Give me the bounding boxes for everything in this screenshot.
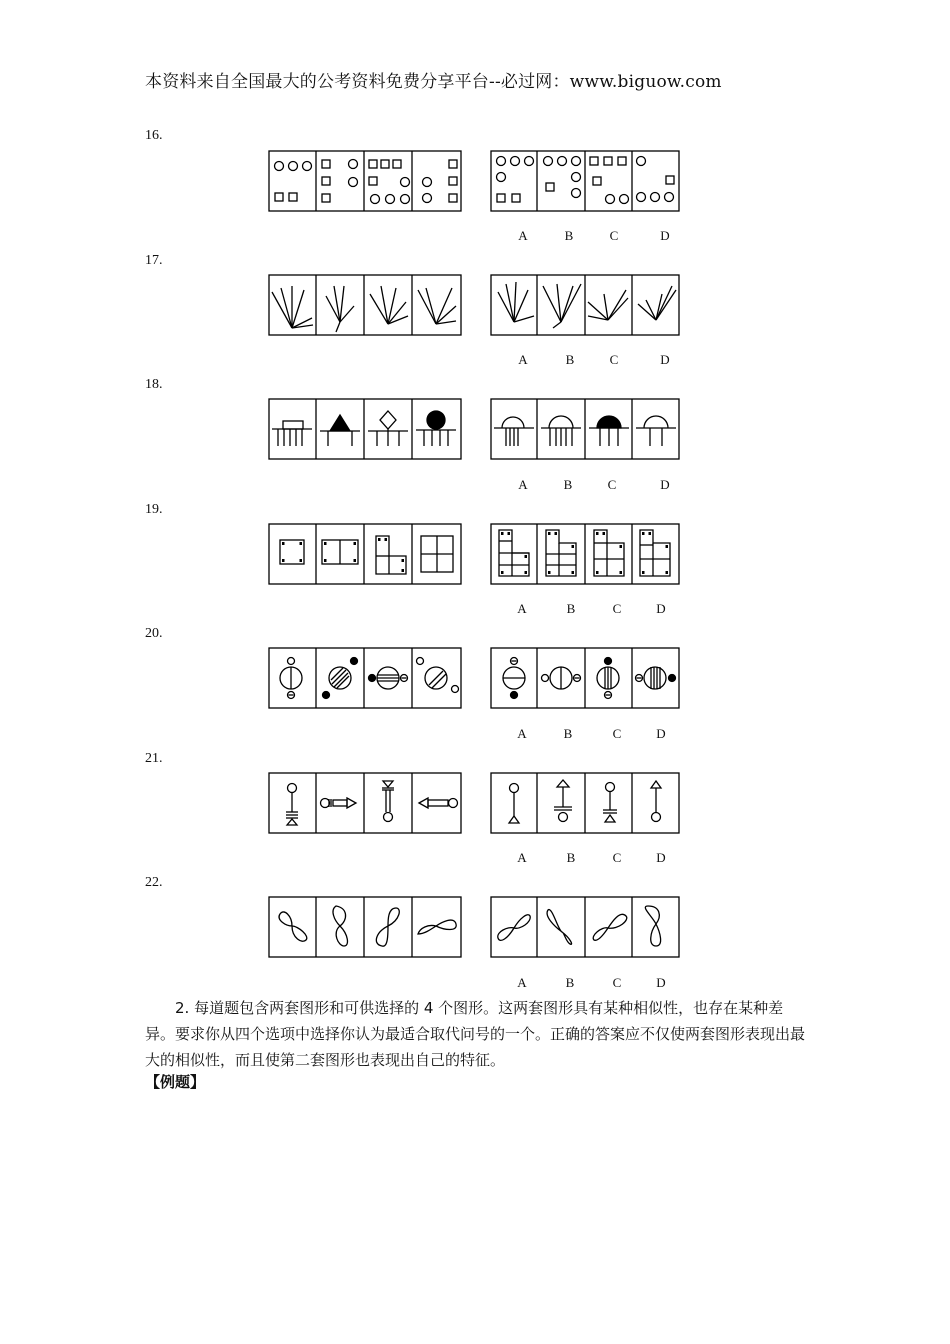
option-a-label[interactable]: A [518,228,528,243]
question-figure-set [268,150,462,212]
example-heading: 【例题】 [145,1073,206,1091]
option-a-label[interactable]: A [517,850,527,865]
question-number: 18. [145,377,163,392]
option-d-label[interactable]: D [656,601,666,616]
question-number: 16. [145,128,163,143]
question-number: 19. [145,502,163,517]
option-c-label[interactable]: C [609,228,619,243]
question-options-figure [490,647,680,709]
option-a-label[interactable]: A [517,601,527,616]
question-figure-set [268,772,462,834]
question-figure-set [268,398,462,460]
option-a-label[interactable]: A [517,975,527,990]
option-d-label[interactable]: D [656,850,666,865]
option-b-label[interactable]: B [565,352,575,367]
option-d-label[interactable]: D [660,352,670,367]
question-figure-set [268,274,462,336]
question-options-figure [490,772,680,834]
question-number: 22. [145,875,163,890]
question-options-figure [490,523,680,585]
page-header: 本资料来自全国最大的公考资料免费分享平台--必过网：www.biguow.com [145,72,722,92]
option-d-label[interactable]: D [656,975,666,990]
question-number: 17. [145,253,163,268]
question-figure-set [268,647,462,709]
option-c-label[interactable]: C [612,975,622,990]
question-number: 20. [145,626,163,641]
option-b-label[interactable]: B [566,850,576,865]
question-options-figure [490,398,680,460]
option-d-label[interactable]: D [660,477,670,492]
option-a-label[interactable]: A [517,726,527,741]
question-options-figure [490,274,680,336]
option-c-label[interactable]: C [612,850,622,865]
option-a-label[interactable]: A [518,352,528,367]
option-b-label[interactable]: B [564,228,574,243]
option-b-label[interactable]: B [565,975,575,990]
option-a-label[interactable]: A [518,477,528,492]
option-d-label[interactable]: D [656,726,666,741]
question-options-figure [490,896,680,958]
instructions-text: 2. 每道题包含两套图形和可供选择的 4 个图形。这两套图形具有某种相似性，也存在某种差异。要求你从四个选项中选择你认为最适合取代问号的一个。正确的答案应不仅使两套图形表现出最大的相似性，而且使第二套图形也表现出自己的特征。 [145,999,806,1069]
option-c-label[interactable]: C [612,601,622,616]
option-b-label[interactable]: B [563,726,573,741]
option-c-label[interactable]: C [609,352,619,367]
question-figure-set [268,523,462,585]
option-b-label[interactable]: B [566,601,576,616]
option-d-label[interactable]: D [660,228,670,243]
option-c-label[interactable]: C [607,477,617,492]
question-options-figure [490,150,680,212]
option-b-label[interactable]: B [563,477,573,492]
instructions-paragraph [145,995,810,1073]
question-figure-set [268,896,462,958]
option-c-label[interactable]: C [612,726,622,741]
question-number: 21. [145,751,163,766]
